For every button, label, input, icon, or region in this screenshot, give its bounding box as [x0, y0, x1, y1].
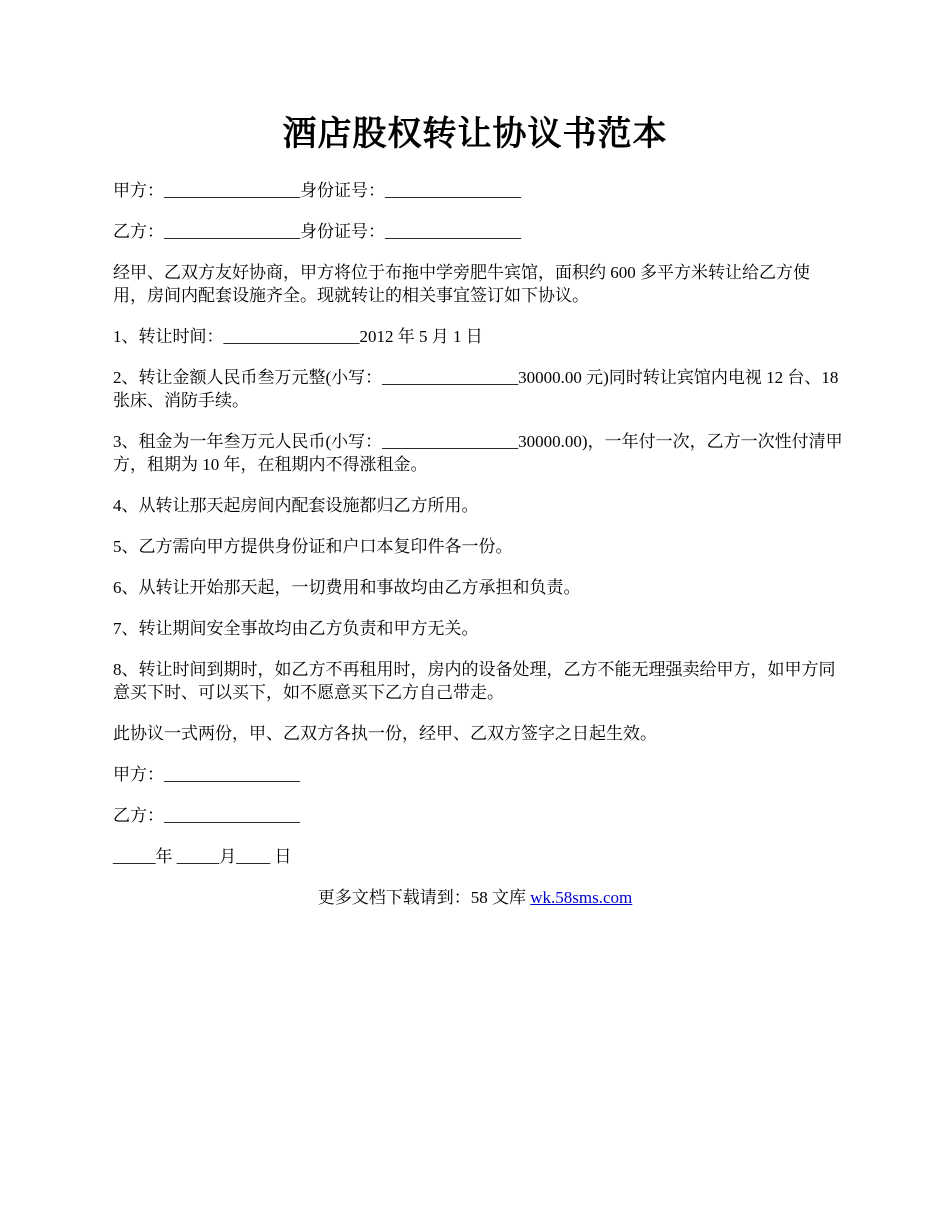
date-line: _____年 _____月____ 日 — [113, 847, 292, 866]
clause-6: 6、从转让开始那天起，一切费用和事故均由乙方承担和负责。 — [113, 578, 581, 597]
clause-3: 3、租金为一年叁万元人民币(小写：________________30000.00)，一年付一次，乙方一次性付清甲方，租期为 10 年，在租期内不得涨租金。 — [113, 432, 843, 474]
party-a-line: 甲方：________________身份证号：________________ — [113, 181, 521, 200]
party-b-signature: 乙方：________________ — [113, 806, 300, 825]
clause-8: 8、转让时间到期时，如乙方不再租用时，房内的设备处理，乙方不能无理强卖给甲方，如甲方同意买下时、可以买下，如不愿意买下乙方自己带走。 — [113, 660, 836, 702]
clause-5: 5、乙方需向甲方提供身份证和户口本复印件各一份。 — [113, 537, 513, 556]
intro-paragraph: 经甲、乙双方友好协商，甲方将位于布拖中学旁肥牛宾馆，面积约 600 多平方米转让给乙方使用，房间内配套设施齐全。现就转让的相关事宜签订如下协议。 — [113, 263, 810, 305]
clause-7: 7、转让期间安全事故均由乙方负责和甲方无关。 — [113, 619, 479, 638]
party-b-line: 乙方：________________身份证号：________________ — [113, 222, 521, 241]
document-title: 酒店股权转让协议书范本 — [282, 116, 668, 153]
footer-text: 更多文档下载请到：58 文库 — [317, 888, 531, 907]
footer-link[interactable]: wk.58sms.com — [530, 888, 633, 907]
party-a-signature: 甲方：________________ — [113, 765, 300, 784]
clause-4: 4、从转让那天起房间内配套设施都归乙方所用。 — [113, 496, 479, 515]
clause-2: 2、转让金额人民币叁万元整(小写：________________30000.00 元)同时转让宾馆内电视 12 台、18 张床、消防手续。 — [113, 368, 839, 410]
clause-1: 1、转让时间：________________2012 年 5 月 1 日 — [113, 327, 483, 346]
footer — [0, 886, 950, 909]
document-body — [113, 179, 843, 886]
effectiveness-statement: 此协议一式两份，甲、乙双方各执一份，经甲、乙双方签字之日起生效。 — [113, 724, 657, 743]
